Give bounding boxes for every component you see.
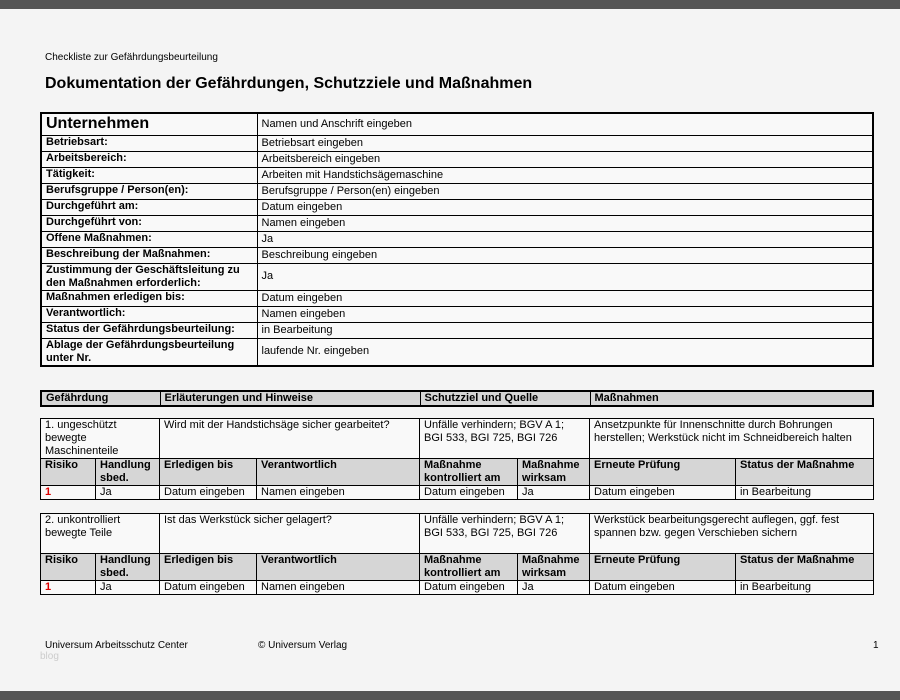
hazard-value[interactable]: in Bearbeitung xyxy=(736,486,874,500)
hazard-value[interactable]: Datum eingeben xyxy=(420,486,518,500)
sub-column-header: Verantwortlich xyxy=(257,459,420,486)
sub-column-header: Handlung sbed. xyxy=(96,459,160,486)
top-bar xyxy=(0,0,900,9)
hazard-value[interactable]: in Bearbeitung xyxy=(736,581,874,595)
field-value[interactable]: Arbeitsbereich eingeben xyxy=(257,151,873,167)
hazard-value[interactable]: Namen eingeben xyxy=(257,486,420,500)
sub-column-header: Risiko xyxy=(41,459,96,486)
field-value[interactable]: Namen eingeben xyxy=(257,306,873,322)
field-label: Verantwortlich: xyxy=(41,306,257,322)
company-row xyxy=(41,247,873,263)
company-row xyxy=(41,215,873,231)
field-label: Ablage der Gefährdungsbeurteilung unter Nr. xyxy=(41,338,257,366)
field-label: Zustimmung der Geschäftsleitung zu den Maßnahmen erforderlich: xyxy=(41,263,257,290)
company-row xyxy=(41,167,873,183)
company-row xyxy=(41,290,873,306)
company-row xyxy=(41,135,873,151)
page-number: 1 xyxy=(873,640,879,651)
field-label: Status der Gefährdungsbeurteilung: xyxy=(41,322,257,338)
field-value[interactable]: in Bearbeitung xyxy=(257,322,873,338)
sub-column-header: Erneute Prüfung xyxy=(590,459,736,486)
sub-column-header: Maßnahme kontrolliert am xyxy=(420,554,518,581)
company-row xyxy=(41,338,873,366)
field-value[interactable]: Berufsgruppe / Person(en) eingeben xyxy=(257,183,873,199)
hazard-question: Ist das Werkstück sicher gelagert? xyxy=(160,514,420,554)
sub-column-header: Maßnahme wirksam xyxy=(518,459,590,486)
company-row xyxy=(41,199,873,215)
hazard-value[interactable]: Ja xyxy=(518,486,590,500)
page-title: Dokumentation der Gefährdungen, Schutzziele und Maßnahmen xyxy=(45,75,533,92)
hazard-measures: Werkstück bearbeitungsgerecht auflegen, ggf. fest spannen bzw. gegen Verschieben sichern xyxy=(590,514,874,554)
sub-column-header: Erneute Prüfung xyxy=(590,554,736,581)
sub-column-header: Status der Maßnahme xyxy=(736,459,874,486)
hazard-value[interactable]: 1 xyxy=(41,581,96,595)
sub-column-header: Erledigen bis xyxy=(160,459,257,486)
field-label: Berufsgruppe / Person(en): xyxy=(41,183,257,199)
company-row xyxy=(41,322,873,338)
company-title: Unternehmen xyxy=(41,113,257,135)
field-value[interactable]: Datum eingeben xyxy=(257,199,873,215)
field-label: Arbeitsbereich: xyxy=(41,151,257,167)
hazard-value[interactable]: Namen eingeben xyxy=(257,581,420,595)
field-label: Beschreibung der Maßnahmen: xyxy=(41,247,257,263)
company-row xyxy=(41,231,873,247)
field-value[interactable]: Ja xyxy=(257,231,873,247)
field-value[interactable]: Ja xyxy=(257,263,873,290)
field-value[interactable]: Beschreibung eingeben xyxy=(257,247,873,263)
col-schutzziel: Schutzziel und Quelle xyxy=(420,391,590,406)
field-label: Betriebsart: xyxy=(41,135,257,151)
column-header-table xyxy=(40,390,874,407)
sub-column-header: Erledigen bis xyxy=(160,554,257,581)
field-label: Offene Maßnahmen: xyxy=(41,231,257,247)
field-value[interactable]: Betriebsart eingeben xyxy=(257,135,873,151)
company-row xyxy=(41,183,873,199)
field-label: Durchgeführt am: xyxy=(41,199,257,215)
hazard-value[interactable]: Ja xyxy=(518,581,590,595)
footer-copyright: © Universum Verlag xyxy=(258,640,348,651)
company-row xyxy=(41,306,873,322)
company-value[interactable]: Namen und Anschrift eingeben xyxy=(257,113,873,135)
company-table xyxy=(40,112,874,367)
hazard-name: 1. ungeschützt bewegte Maschinenteile xyxy=(41,419,160,459)
watermark: blog xyxy=(40,651,59,662)
company-row xyxy=(41,151,873,167)
bottom-bar xyxy=(0,691,900,700)
field-label: Maßnahmen erledigen bis: xyxy=(41,290,257,306)
hazard-value[interactable]: Datum eingeben xyxy=(590,486,736,500)
field-value[interactable]: Arbeiten mit Handstichsägemaschine xyxy=(257,167,873,183)
hazard-goal: Unfälle verhindern; BGV A 1; BGI 533, BGI 725, BGI 726 xyxy=(420,419,590,459)
hazard-value[interactable]: Datum eingeben xyxy=(160,581,257,595)
hazard-value[interactable]: Datum eingeben xyxy=(420,581,518,595)
hazard-value[interactable]: Datum eingeben xyxy=(590,581,736,595)
sub-column-header: Verantwortlich xyxy=(257,554,420,581)
col-massnahmen: Maßnahmen xyxy=(590,391,873,406)
hazard-value[interactable]: 1 xyxy=(41,486,96,500)
field-label: Tätigkeit: xyxy=(41,167,257,183)
field-label: Durchgeführt von: xyxy=(41,215,257,231)
page-subtitle: Checkliste zur Gefährdungsbeurteilung xyxy=(45,52,218,63)
field-value[interactable]: Namen eingeben xyxy=(257,215,873,231)
hazard-goal: Unfälle verhindern; BGV A 1; BGI 533, BGI 725, BGI 726 xyxy=(420,514,590,554)
sub-column-header: Maßnahme wirksam xyxy=(518,554,590,581)
hazard-value[interactable]: Datum eingeben xyxy=(160,486,257,500)
field-value[interactable]: Datum eingeben xyxy=(257,290,873,306)
sub-column-header: Maßnahme kontrolliert am xyxy=(420,459,518,486)
col-erlaeuterungen: Erläuterungen und Hinweise xyxy=(160,391,420,406)
hazard-measures: Ansetzpunkte für Innenschnitte durch Bohrungen herstellen; Werkstück nicht im Schneidbereich halten xyxy=(590,419,874,459)
hazard-question: Wird mit der Handstichsäge sicher gearbeitet? xyxy=(160,419,420,459)
footer-left: Universum Arbeitsschutz Center xyxy=(45,640,188,651)
hazard-value[interactable]: Ja xyxy=(96,486,160,500)
hazard-value[interactable]: Ja xyxy=(96,581,160,595)
hazard-block xyxy=(40,513,874,595)
sub-column-header: Risiko xyxy=(41,554,96,581)
sub-column-header: Handlung sbed. xyxy=(96,554,160,581)
sub-column-header: Status der Maßnahme xyxy=(736,554,874,581)
hazard-name: 2. unkontrolliert bewegte Teile xyxy=(41,514,160,554)
col-gefaehrdung: Gefährdung xyxy=(41,391,160,406)
field-value[interactable]: laufende Nr. eingeben xyxy=(257,338,873,366)
hazard-block xyxy=(40,418,874,500)
company-row xyxy=(41,263,873,290)
